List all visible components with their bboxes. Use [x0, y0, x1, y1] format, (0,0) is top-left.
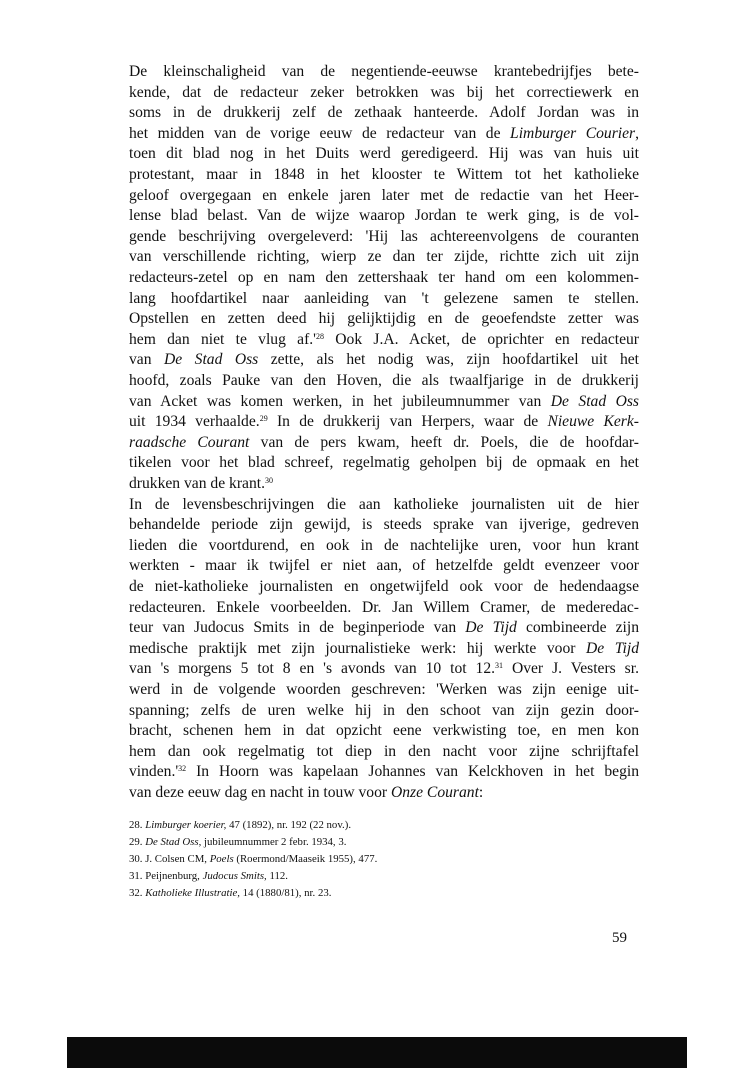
- text-run: tikelen voor het blad schreef, regelmatig geholpen bij de opmaak en het: [129, 454, 639, 472]
- text-line: [129, 289, 639, 309]
- text-run: De kleinschaligheid van de negentiende-eeuwse krantebedrijfjes bete-: [129, 63, 639, 80]
- footnote-ref: 31: [495, 661, 504, 671]
- text-line: [129, 783, 639, 803]
- text-run: kende, dat de redacteur zeker betrokken was bij het correctiewerk en: [129, 83, 639, 101]
- text-line: [129, 350, 639, 370]
- text-run: vinden.': [129, 763, 179, 781]
- text-run: de niet-katholieke journalisten en ongetwijfeld ook voor de hedendaagse: [129, 578, 639, 595]
- text-run: werd in de volgende woorden geschreven: 'Werken was zijn eenige uit-: [129, 681, 639, 698]
- text-line: [129, 453, 639, 473]
- footnote: [129, 818, 639, 833]
- text-line: [129, 701, 639, 721]
- text-line: [129, 577, 639, 597]
- text-run: 47 (1892), nr. 192 (22 nov.).: [226, 819, 352, 831]
- text-run: spanning; zelfs de uren welke hij in den schoot van zijn gezin door-: [129, 701, 639, 719]
- text-run: hem dan niet te vlug af.': [129, 330, 316, 348]
- text-run: gende beschrijving overgeleverd: 'Hij las achtereenvolgens de couranten: [129, 227, 639, 245]
- text-run: ,: [635, 124, 640, 142]
- text-line: [129, 618, 639, 638]
- text-run: In de drukkerij van Herpers, waar de: [267, 413, 548, 431]
- text-line: [129, 762, 639, 782]
- text-run: lense blad belast. Van de wijze waarop Jordan te werk ging, is de vol-: [129, 207, 639, 225]
- text-run: In Hoorn was kapelaan Johannes van Kelckhoven in het begin: [186, 763, 639, 781]
- text-run: protestant, maar in 1848 in het klooster te Wittem tot het katholieke: [129, 166, 639, 183]
- italic-title: Limburger koerier,: [145, 819, 227, 831]
- text-run: behandelde periode zijn gewijd, is steeds sprake van ijverige, gedreven: [129, 516, 639, 534]
- text-run: toen dit blad nog in het Duits werd geredigeerd. Hij was van huis uit: [129, 145, 639, 163]
- text-line: [129, 495, 639, 515]
- italic-title: De Stad Oss: [550, 392, 639, 410]
- text-line: [129, 598, 639, 618]
- footnote: [129, 852, 639, 867]
- text-run: van verschillende richting, wierp ze dan ter zijde, richtte zich uit zijn: [129, 248, 639, 266]
- text-run: :: [478, 784, 484, 801]
- scan-edge-bar: [67, 1037, 687, 1068]
- text-line: [129, 680, 639, 700]
- text-run: 32.: [129, 887, 146, 899]
- italic-title: De Stad Oss,: [145, 836, 202, 848]
- text-run: lang hoofdartikel naar aanleiding van 't gelezene samen te stellen.: [129, 289, 639, 307]
- text-run: redacteuren. Enkele voorbeelden. Dr. Jan Willem Cramer, de mederedac-: [129, 598, 639, 616]
- text-line: [129, 247, 639, 267]
- text-run: het midden van de vorige eeuw de redacteur van de: [129, 124, 511, 142]
- text-line: [129, 330, 639, 350]
- text-line: [129, 639, 639, 659]
- text-run: (Roermond/Maaseik 1955), 477.: [233, 853, 378, 865]
- text-line: [129, 227, 639, 247]
- text-run: van Acket was komen werken, in het jubileumnummer van: [129, 392, 551, 410]
- footnote: [129, 886, 639, 901]
- italic-title: Katholieke Illustratie,: [145, 887, 240, 899]
- italic-title: De Tijd: [586, 639, 640, 657]
- italic-title: Nieuwe Kerk-: [547, 413, 639, 431]
- text-run: 31. Peijnenburg,: [129, 870, 203, 882]
- text-run: soms in de drukkerij zelf de zethaak hanteerde. Adolf Jordan was in: [129, 104, 639, 122]
- text-run: van 's morgens 5 tot 8 en 's avonds van 10 tot 12.: [129, 660, 496, 678]
- text-line: [129, 742, 639, 762]
- italic-title: raadsche Courant: [129, 433, 250, 451]
- text-run: medische praktijk met zijn journalistieke werk: hij werkte voor: [129, 639, 586, 657]
- text-run: drukken van de krant.: [129, 475, 265, 492]
- text-line: [129, 515, 639, 535]
- text-line: [129, 83, 639, 103]
- text-line: [129, 536, 639, 556]
- text-line: [129, 165, 639, 185]
- text-line: [129, 144, 639, 164]
- footnote-ref: 30: [264, 476, 273, 485]
- text-run: 14 (1880/81), nr. 23.: [239, 887, 332, 899]
- text-run: Opstellen en zetten deed hij gelijktijdig en de geoefendste zetter was: [129, 310, 639, 328]
- text-run: van deze eeuw dag en nacht in touw voor: [129, 784, 391, 801]
- text-run: jubileumnummer 2 febr. 1934, 3.: [201, 836, 347, 848]
- footnote: [129, 869, 639, 884]
- text-line: [129, 371, 639, 391]
- text-run: van de pers kwam, heeft dr. Poels, die de hoofdar-: [249, 433, 640, 451]
- italic-title: Judocus Smits,: [202, 870, 267, 882]
- text-run: uit 1934 verhaalde.: [129, 413, 260, 431]
- text-line: [129, 124, 639, 144]
- text-line: [129, 556, 639, 576]
- text-run: hem dan ook regelmatig tot diep in den nacht voor zijne schrijftafel: [129, 742, 639, 760]
- text-run: 30. J. Colsen CM,: [129, 853, 210, 865]
- text-run: zette, als het nodig was, zijn hoofdartikel uit het: [258, 351, 640, 369]
- italic-title: Limburger Courier: [510, 124, 636, 142]
- text-run: Ook J.A. Acket, de oprichter en redacteur: [324, 330, 639, 348]
- text-run: 29.: [129, 836, 146, 848]
- text-line: [129, 474, 639, 494]
- text-run: lieden die voortdurend, en ook in de nachtelijke uren, voor hun krant: [129, 536, 639, 554]
- text-line: [129, 62, 639, 82]
- text-line: [129, 268, 639, 288]
- text-run: van: [129, 351, 164, 369]
- page-number: 59: [612, 930, 627, 946]
- text-run: redacteurs-zetel op en nam den zettershaak ter hand om een kolommen-: [129, 269, 639, 286]
- text-line: [129, 721, 639, 741]
- italic-title: De Stad Oss: [164, 351, 259, 369]
- text-run: bracht, schenen hem in dat opzicht eene verkwisting toe, en men kon: [129, 722, 639, 740]
- italic-title: Onze Courant: [390, 784, 479, 801]
- footnote-ref: 29: [259, 414, 268, 424]
- text-run: 28.: [129, 819, 146, 831]
- text-line: [129, 433, 639, 453]
- footnote: [129, 835, 639, 850]
- text-run: hoofd, zoals Pauke van den Hoven, die als twaalfjarige in de drukkerij: [129, 372, 639, 389]
- italic-title: Poels: [209, 853, 234, 865]
- text-line: [129, 659, 639, 679]
- text-run: 112.: [266, 870, 288, 882]
- text-line: [129, 412, 639, 432]
- text-line: [129, 186, 639, 206]
- text-run: combineerde zijn: [516, 619, 639, 637]
- footnote-ref: 32: [178, 764, 187, 774]
- text-line: [129, 206, 639, 226]
- text-line: [129, 392, 639, 412]
- text-run: werkten - maar ik twijfel er niet aan, of hetzelfde geldt evenzeer voor: [129, 557, 639, 575]
- text-run: geloof overgegaan en enkele jaren later met de redactie van het Heer-: [129, 186, 639, 204]
- text-run: Over J. Vesters sr.: [503, 660, 639, 678]
- text-line: [129, 309, 639, 329]
- text-run: In de levensbeschrijvingen die aan katholieke journalisten uit de hier: [129, 495, 639, 513]
- text-run: teur van Judocus Smits in de beginperiode van: [129, 619, 466, 637]
- footnote-ref: 28: [316, 331, 324, 341]
- italic-title: De Tijd: [465, 619, 517, 637]
- text-line: [129, 103, 639, 123]
